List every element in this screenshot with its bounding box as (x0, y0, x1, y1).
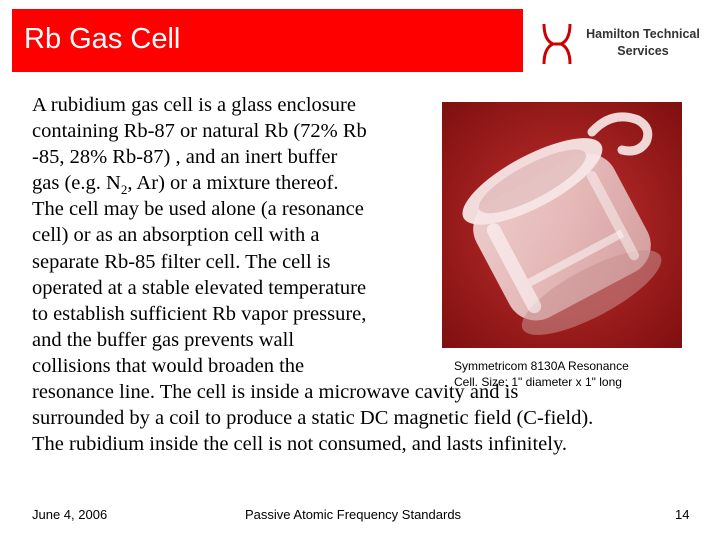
hamilton-h-icon (540, 22, 574, 66)
body-text-segment: , Ar) or a mixture thereof. (127, 172, 339, 195)
body-line: The cell may be used alone (a resonance (32, 198, 364, 221)
caption-line-2: Cell. Size: 1" diameter x 1" long (454, 375, 622, 389)
logo-line-1: Hamilton Technical (586, 27, 700, 41)
body-line-with-subscript (32, 170, 593, 196)
logo-line-2: Services (617, 44, 669, 58)
slide-title: Rb Gas Cell (24, 23, 181, 55)
body-line: separate Rb-85 filter cell. The cell is (32, 250, 331, 273)
page-number: 14 (675, 507, 690, 522)
company-logo (540, 18, 710, 68)
body-line: and the buffer gas prevents wall (32, 328, 295, 351)
body-line: operated at a stable elevated temperature (32, 276, 367, 299)
body-line: resonance line. The cell is inside a microwave cavity and is (32, 381, 519, 404)
body-line: surrounded by a coil to produce a static DC magnetic field (C-field). (32, 407, 594, 430)
body-line: -85, 28% Rb-87) , and an inert buffer (32, 146, 338, 169)
body-text-segment: gas (e.g. N (32, 172, 121, 195)
body-line: to establish sufficient Rb vapor pressure, (32, 302, 367, 325)
body-line: A rubidium gas cell is a glass enclosure (32, 94, 356, 116)
body-line: The rubidium inside the cell is not consumed, and lasts infinitely. (32, 433, 567, 456)
body-line: cell) or as an absorption cell with a (32, 224, 320, 247)
logo-text (576, 26, 710, 60)
footer-date: June 4, 2006 (32, 507, 108, 522)
body-line: containing Rb-87 or natural Rb (72% Rb (32, 120, 367, 143)
body-paragraph (32, 92, 593, 457)
footer-title: Passive Atomic Frequency Standards (245, 507, 462, 522)
caption-line-1: Symmetricom 8130A Resonance (454, 359, 629, 373)
body-line: collisions that would broaden the (32, 354, 305, 377)
subscript-2: 2 (120, 182, 128, 198)
